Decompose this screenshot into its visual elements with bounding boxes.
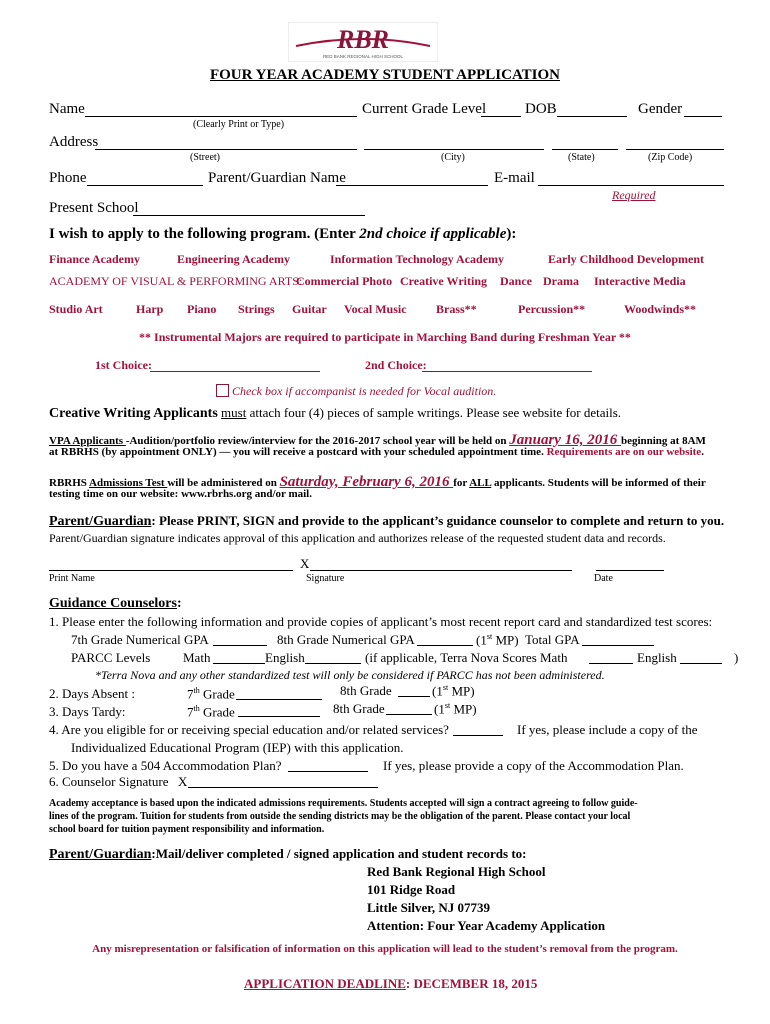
program-drama[interactable]: Drama bbox=[543, 274, 579, 288]
program-brass[interactable]: Brass** bbox=[436, 302, 477, 316]
program-creative-writing[interactable]: Creative Writing bbox=[400, 274, 487, 288]
vpa-line-1: VPA Applicants -Audition/portfolio review/interview for the 2016-2017 school year will be held on January 16, 2016 beginning at 8AM bbox=[49, 432, 706, 448]
gpa8-mp: (1st MP) bbox=[476, 632, 519, 648]
absent-7-label: 7th Grade bbox=[187, 686, 235, 702]
plan-504-field[interactable] bbox=[288, 771, 368, 772]
state-field[interactable] bbox=[552, 149, 618, 150]
present-school-label: Present School bbox=[49, 200, 139, 216]
tardy-8-mp: (1st MP) bbox=[434, 701, 477, 717]
street-field[interactable] bbox=[95, 149, 357, 150]
grade-level-label: Current Grade Level bbox=[362, 101, 487, 117]
accompanist-checkbox[interactable] bbox=[216, 384, 229, 397]
email-label: E-mail bbox=[494, 170, 535, 186]
city-field[interactable] bbox=[364, 149, 544, 150]
name-label: Name bbox=[49, 101, 85, 117]
name-hint: (Clearly Print or Type) bbox=[193, 119, 285, 130]
acceptance-line-3: school board for tuition payment responsibility and information. bbox=[49, 824, 325, 835]
gpa7-label: 7th Grade Numerical GPA bbox=[71, 632, 209, 647]
choice1-label: 1st Choice: bbox=[95, 358, 152, 372]
avpa-label: ACADEMY OF VISUAL & PERFORMING ARTS: bbox=[49, 274, 303, 288]
terra-math-field[interactable] bbox=[589, 663, 633, 664]
gender-label: Gender bbox=[638, 101, 683, 117]
parent-instructions: Parent/Guardian: Please PRINT, SIGN and provide to the applicant’s guidance counselor to complete and return to you. bbox=[49, 513, 725, 529]
program-harp[interactable]: Harp bbox=[136, 302, 164, 316]
program-vocal-music[interactable]: Vocal Music bbox=[344, 302, 407, 316]
total-gpa-field[interactable] bbox=[582, 645, 654, 646]
absent-8-label: 8th Grade bbox=[340, 683, 392, 698]
grade-level-field[interactable] bbox=[481, 116, 521, 117]
program-woodwinds[interactable]: Woodwinds** bbox=[624, 302, 697, 316]
admissions-line-1: RBRHS Admissions Test will be administered on Saturday, February 6, 2016 for ALL applicants. Students will be informed of their bbox=[49, 474, 706, 490]
program-guitar[interactable]: Guitar bbox=[292, 302, 327, 316]
misrepresentation-warning: Any misrepresentation or falsification of information on this application will lead to the student’s removal from the program. bbox=[92, 943, 678, 955]
mail-address-4: Attention: Four Year Academy Application bbox=[367, 918, 606, 933]
absent-8-mp: (1st MP) bbox=[432, 683, 475, 699]
street-caption: (Street) bbox=[190, 152, 220, 163]
choice1-field[interactable] bbox=[150, 371, 320, 372]
absent-8-field[interactable] bbox=[398, 696, 430, 697]
program-strings[interactable]: Strings bbox=[238, 302, 275, 316]
tardy-7-label: 7th Grade bbox=[187, 704, 235, 720]
iep-note: Individualized Educational Program (IEP) with this application. bbox=[71, 740, 404, 755]
email-field[interactable] bbox=[538, 185, 724, 186]
parent-name-field[interactable] bbox=[336, 185, 488, 186]
program-piano[interactable]: Piano bbox=[187, 302, 217, 316]
print-name-caption: Print Name bbox=[49, 573, 95, 584]
parcc-label: PARCC Levels bbox=[71, 650, 151, 665]
required-note: Required bbox=[612, 188, 656, 202]
instrumental-note: ** Instrumental Majors are required to participate in Marching Band during Freshman Year ** bbox=[139, 330, 631, 344]
zip-caption: (Zip Code) bbox=[648, 152, 693, 163]
program-percussion[interactable]: Percussion** bbox=[518, 302, 586, 316]
guidance-heading: Guidance Counselors: bbox=[49, 596, 182, 611]
print-name-field[interactable] bbox=[49, 570, 293, 571]
counselor-signature-field[interactable] bbox=[188, 787, 378, 788]
terra-english-label: English bbox=[637, 650, 677, 665]
application-deadline: APPLICATION DEADLINE: DECEMBER 18, 2015 bbox=[244, 976, 538, 991]
page-title: FOUR YEAR ACADEMY STUDENT APPLICATION bbox=[209, 67, 561, 83]
signature-caption: Signature bbox=[306, 573, 345, 584]
name-field[interactable] bbox=[85, 116, 357, 117]
parent-approval-note: Parent/Guardian signature indicates approval of this application and authorizes release of the requested student data and records. bbox=[49, 531, 666, 545]
program-commercial-photo[interactable]: Commercial Photo bbox=[296, 274, 393, 288]
creative-writing-note: Creative Writing Applicants must attach four (4) pieces of sample writings. Please see website for details. bbox=[49, 405, 622, 421]
special-ed-field[interactable] bbox=[453, 735, 503, 736]
admissions-line-2: testing time on our website: www.rbrhs.org and/or mail. bbox=[49, 488, 312, 500]
apply-heading: I wish to apply to the following program. (Enter 2nd choice if applicable): bbox=[49, 226, 517, 242]
school-logo bbox=[288, 22, 438, 62]
parcc-math-field[interactable] bbox=[213, 663, 265, 664]
parcc-english-label: English bbox=[265, 650, 305, 665]
acceptance-line-2: lines of the program. Tuition for students from outside the sending districts may be the obligation of the parent. Please contact your local bbox=[49, 811, 631, 822]
address-label: Address bbox=[49, 134, 99, 150]
present-school-field[interactable] bbox=[133, 215, 365, 216]
mail-address-1: Red Bank Regional High School bbox=[367, 864, 546, 879]
program-dance[interactable]: Dance bbox=[500, 274, 532, 288]
svg-text:RBR: RBR bbox=[336, 25, 390, 54]
plan-504-ifyes: If yes, please provide a copy of the Accommodation Plan. bbox=[383, 758, 684, 773]
days-tardy-label: 3. Days Tardy: bbox=[49, 704, 126, 719]
special-ed-ifyes: If yes, please include a copy of the bbox=[517, 722, 698, 737]
date-caption: Date bbox=[594, 573, 613, 584]
mail-address-2: 101 Ridge Road bbox=[367, 882, 456, 897]
vpa-line-2: at RBRHS (by appointment ONLY) — you will receive a postcard with your scheduled appointment time. Requirements are on our website. bbox=[49, 446, 704, 458]
guidance-item-1: 1. Please enter the following information and provide copies of applicant’s most recent report card and standardized test scores: bbox=[49, 614, 713, 629]
date-field[interactable] bbox=[596, 570, 664, 571]
acceptance-line-1: Academy acceptance is based upon the indicated admissions requirements. Students accepted will sign a contract agreeing to follow guide- bbox=[49, 798, 638, 809]
total-gpa-label: Total GPA bbox=[525, 632, 580, 647]
mail-address-3: Little Silver, NJ 07739 bbox=[367, 900, 491, 915]
signature-x: X bbox=[300, 556, 310, 571]
tardy-7-field[interactable] bbox=[238, 716, 320, 717]
special-ed-label: 4. Are you eligible for or receiving special education and/or related services? bbox=[49, 722, 449, 737]
gender-field[interactable] bbox=[684, 116, 722, 117]
program-interactive-media[interactable]: Interactive Media bbox=[594, 274, 686, 288]
program-engineering[interactable]: Engineering Academy bbox=[177, 252, 290, 266]
choice2-label: 2nd Choice: bbox=[365, 358, 427, 372]
signature-field[interactable] bbox=[310, 570, 572, 571]
gpa8-field[interactable] bbox=[417, 645, 473, 646]
terra-math-label: (if applicable, Terra Nova Scores Math bbox=[365, 650, 568, 665]
svg-text:RED BANK REGIONAL HIGH SCHOOL: RED BANK REGIONAL HIGH SCHOOL bbox=[322, 54, 404, 59]
dob-label: DOB bbox=[525, 101, 557, 117]
accompanist-label: Check box if accompanist is needed for Vocal audition. bbox=[232, 384, 497, 398]
program-it[interactable]: Information Technology Academy bbox=[330, 252, 505, 266]
plan-504-label: 5. Do you have a 504 Accommodation Plan? bbox=[49, 758, 282, 773]
counselor-signature-label: 6. Counselor Signature bbox=[49, 774, 169, 789]
gpa8-label: 8th Grade Numerical GPA bbox=[277, 632, 415, 647]
tardy-8-label: 8th Grade bbox=[333, 701, 385, 716]
program-studio-art[interactable]: Studio Art bbox=[49, 302, 103, 316]
phone-label: Phone bbox=[49, 170, 87, 186]
counselor-signature-x: X bbox=[178, 774, 188, 789]
state-caption: (State) bbox=[568, 152, 595, 163]
days-absent-label: 2. Days Absent : bbox=[49, 686, 135, 701]
program-early-childhood[interactable]: Early Childhood Development bbox=[548, 252, 705, 266]
city-caption: (City) bbox=[441, 152, 465, 163]
phone-field[interactable] bbox=[87, 185, 203, 186]
tardy-8-field[interactable] bbox=[386, 714, 432, 715]
absent-7-field[interactable] bbox=[236, 699, 322, 700]
zip-field[interactable] bbox=[626, 149, 724, 150]
parent-name-label: Parent/Guardian Name bbox=[208, 170, 346, 186]
dob-field[interactable] bbox=[557, 116, 627, 117]
mail-instructions: Parent/Guardian:Mail/deliver completed / signed application and student records to: bbox=[49, 846, 527, 862]
gpa7-field[interactable] bbox=[213, 645, 267, 646]
terra-english-field[interactable] bbox=[680, 663, 722, 664]
terra-close-paren: ) bbox=[734, 650, 739, 665]
parcc-english-field[interactable] bbox=[305, 663, 361, 664]
terra-note: *Terra Nova and any other standardized test will only be considered if PARCC has not been administered. bbox=[95, 668, 605, 682]
parcc-math-label: Math bbox=[183, 650, 211, 665]
program-finance[interactable]: Finance Academy bbox=[49, 252, 140, 266]
choice2-field[interactable] bbox=[422, 371, 592, 372]
